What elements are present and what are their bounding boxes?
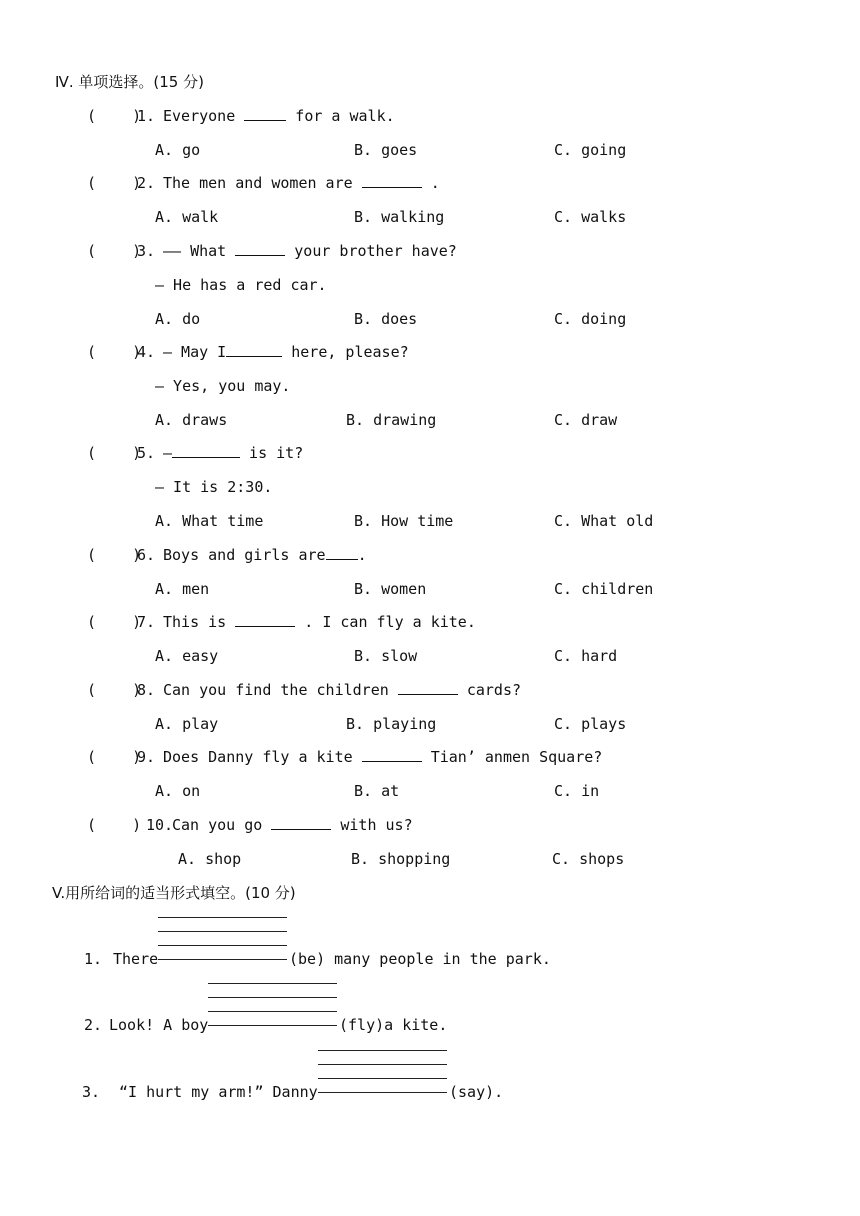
option-b[interactable]: B. slow xyxy=(354,647,418,665)
writing-guide-line xyxy=(158,945,287,946)
question-text-before: Can you go xyxy=(172,816,272,834)
answer-bracket[interactable]: ( ) xyxy=(87,174,142,192)
question-line xyxy=(163,173,440,193)
section-iv-title: Ⅳ. 单项选择。(15 分) xyxy=(55,73,204,91)
question-line xyxy=(163,680,521,700)
option-a[interactable]: A. draws xyxy=(155,411,228,429)
writing-guide-line xyxy=(318,1078,447,1079)
writing-guide-line xyxy=(158,917,287,918)
answer-bracket[interactable]: ( ) xyxy=(87,546,142,564)
question-number: 6. xyxy=(137,546,156,564)
option-c[interactable]: C. shops xyxy=(552,850,625,868)
writing-guide-line xyxy=(208,997,337,998)
option-b[interactable]: B. playing xyxy=(346,715,437,733)
option-b[interactable]: B. goes xyxy=(354,141,418,159)
question-text-after: with us? xyxy=(331,816,413,834)
option-b[interactable]: B. walking xyxy=(354,208,445,226)
section-v-title: V.用所给词的适当形式填空。(10 分) xyxy=(52,884,296,902)
answer-blank[interactable] xyxy=(235,241,285,256)
option-a[interactable]: A. easy xyxy=(155,647,219,665)
question-line xyxy=(163,612,476,632)
question-text-after: here, please? xyxy=(282,343,409,361)
option-b[interactable]: B. women xyxy=(354,580,427,598)
answer-bracket[interactable]: ( ) xyxy=(87,681,142,699)
option-a[interactable]: A. men xyxy=(155,580,210,598)
answer-blank[interactable] xyxy=(326,545,358,560)
question-line xyxy=(155,275,327,295)
answer-blank[interactable] xyxy=(235,612,295,627)
question-number: 5. xyxy=(137,444,156,462)
writing-guide-line xyxy=(318,1064,447,1065)
dialogue-text: — It is 2:30. xyxy=(155,478,273,496)
question-text-before: — xyxy=(163,444,173,462)
answer-bracket[interactable]: ( ) xyxy=(87,816,142,834)
answer-blank[interactable] xyxy=(362,173,422,188)
question-text-after: . I can fly a kite. xyxy=(295,613,476,631)
option-a[interactable]: A. do xyxy=(155,310,201,328)
question-text-before: — May I xyxy=(163,343,227,361)
question-line xyxy=(163,545,367,565)
question-text-after: your brother have? xyxy=(285,242,457,260)
item-text-before: “I hurt my arm!” Danny xyxy=(119,1083,318,1101)
item-number: 3. xyxy=(82,1083,101,1101)
question-line xyxy=(163,106,395,126)
item-text-before: There xyxy=(113,950,159,968)
option-a[interactable]: A. on xyxy=(155,782,201,800)
option-a[interactable]: A. play xyxy=(155,715,219,733)
question-text-after: for a walk. xyxy=(286,107,395,125)
answer-blank[interactable] xyxy=(244,106,286,121)
question-number: 7. xyxy=(137,613,156,631)
item-number: 1. xyxy=(84,950,103,968)
answer-bracket[interactable]: ( ) xyxy=(87,748,142,766)
option-c[interactable]: C. draw xyxy=(554,411,618,429)
question-text-before: Everyone xyxy=(163,107,245,125)
answer-blank[interactable] xyxy=(362,747,422,762)
question-text-after: . xyxy=(421,174,440,192)
question-number: 4. xyxy=(137,343,156,361)
option-c[interactable]: C. walks xyxy=(554,208,627,226)
question-number: 9. xyxy=(137,748,156,766)
question-text-before: Does Danny fly a kite xyxy=(163,748,362,766)
answer-bracket[interactable]: ( ) xyxy=(87,343,142,361)
question-number: 8. xyxy=(137,681,156,699)
question-text-before: Boys and girls are xyxy=(163,546,326,564)
option-c[interactable]: C. doing xyxy=(554,310,627,328)
item-text-before: Look! A boy xyxy=(109,1016,209,1034)
answer-bracket[interactable]: ( ) xyxy=(87,444,142,462)
item-text-after: (say). xyxy=(449,1083,504,1101)
question-text-after: . xyxy=(357,546,367,564)
option-b[interactable]: B. does xyxy=(354,310,418,328)
option-b[interactable]: B. shopping xyxy=(351,850,451,868)
writing-guide-line xyxy=(158,931,287,932)
answer-blank[interactable] xyxy=(271,815,331,830)
item-number: 2. xyxy=(84,1016,103,1034)
answer-bracket[interactable]: ( ) xyxy=(87,242,142,260)
option-b[interactable]: B. at xyxy=(354,782,400,800)
option-a[interactable]: A. What time xyxy=(155,512,264,530)
question-number: 10. xyxy=(146,816,174,834)
option-c[interactable]: C. hard xyxy=(554,647,618,665)
option-c[interactable]: C. children xyxy=(554,580,654,598)
question-text-before: This is xyxy=(163,613,236,631)
option-b[interactable]: B. drawing xyxy=(346,411,437,429)
writing-guide-line xyxy=(208,983,337,984)
question-line xyxy=(163,443,303,463)
question-line xyxy=(155,477,272,497)
question-text-before: The men and women are xyxy=(163,174,362,192)
answer-bracket[interactable]: ( ) xyxy=(87,107,142,125)
answer-bracket[interactable]: ( ) xyxy=(87,613,142,631)
question-line xyxy=(163,241,457,261)
answer-blank[interactable] xyxy=(208,1025,337,1026)
question-text-before: Can you find the children xyxy=(163,681,398,699)
option-a[interactable]: A. walk xyxy=(155,208,219,226)
question-number: 2. xyxy=(137,174,156,192)
option-c[interactable]: C. What old xyxy=(554,512,654,530)
option-a[interactable]: A. go xyxy=(155,141,201,159)
answer-blank[interactable] xyxy=(318,1092,447,1093)
item-text-after: (fly)a kite. xyxy=(339,1016,448,1034)
option-b[interactable]: B. How time xyxy=(354,512,454,530)
answer-blank[interactable] xyxy=(158,959,287,960)
dialogue-text: — He has a red car. xyxy=(155,276,327,294)
option-a[interactable]: A. shop xyxy=(178,850,242,868)
writing-guide-line xyxy=(208,1011,337,1012)
answer-blank[interactable] xyxy=(226,342,282,357)
question-number: 1. xyxy=(137,107,156,125)
option-c[interactable]: C. going xyxy=(554,141,627,159)
question-number: 3. xyxy=(137,242,156,260)
option-c[interactable]: C. plays xyxy=(554,715,627,733)
question-line xyxy=(155,376,290,396)
question-text-after: Tian’ anmen Square? xyxy=(421,748,603,766)
question-text-before: —— What xyxy=(163,242,236,260)
question-line xyxy=(172,815,413,835)
item-text-after: (be) many people in the park. xyxy=(289,950,551,968)
answer-blank[interactable] xyxy=(172,443,240,458)
answer-blank[interactable] xyxy=(398,680,458,695)
question-line xyxy=(163,342,409,362)
dialogue-text: — Yes, you may. xyxy=(155,377,291,395)
question-line xyxy=(163,747,602,767)
writing-guide-line xyxy=(318,1050,447,1051)
question-text-after: is it? xyxy=(240,444,304,462)
question-text-after: cards? xyxy=(457,681,522,699)
option-c[interactable]: C. in xyxy=(554,782,600,800)
